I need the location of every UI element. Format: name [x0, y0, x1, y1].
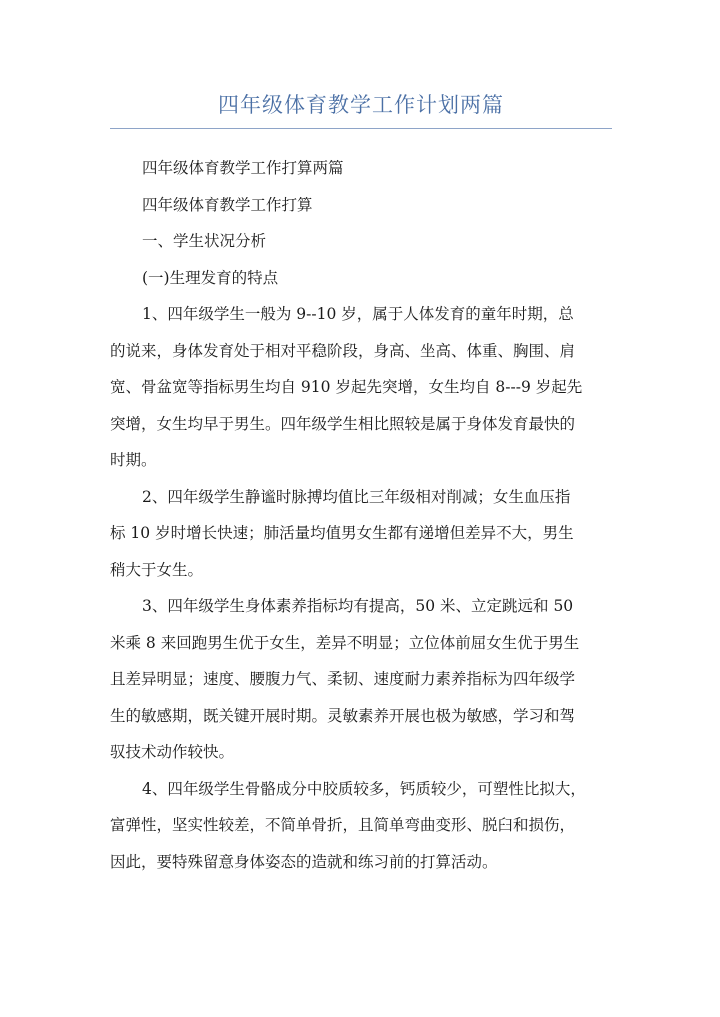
heading-plan: 四年级体育教学工作打算	[142, 195, 313, 214]
paragraph-line: 标 10 岁时增长快速；肺活量均值男女生都有递增但差异不大，男生	[110, 524, 574, 542]
paragraph-line: 的说来，身体发育处于相对平稳阶段，身高、坐高、体重、胸围、肩	[110, 341, 576, 360]
paragraph-4	[110, 771, 610, 881]
paragraph-3	[110, 588, 610, 771]
paragraph-line: 生的敏感期，既关键开展时期。灵敏素养开展也极为敏感，学习和驾	[110, 706, 576, 725]
document-body	[110, 150, 610, 880]
title-divider	[110, 128, 612, 129]
paragraph-line: 米乘 8 来回跑男生优于女生，差异不明显；立位体前屈女生优于男生	[110, 633, 580, 652]
subsection-heading-physiology: (一)生理发育的特点	[142, 268, 279, 287]
document-title: 四年级体育教学工作计划两篇	[218, 93, 504, 117]
paragraph-line: 4、四年级学生骨骼成分中胶质较多，钙质较少，可塑性比拟大，	[142, 779, 586, 798]
paragraph-line: 3、四年级学生身体素养指标均有提高，50 米、立定跳远和 50	[142, 597, 574, 615]
paragraph-line: 1、四年级学生一般为 9--10 岁，属于人体发育的童年时期，总	[142, 305, 574, 323]
paragraph-line: 时期。	[110, 451, 157, 469]
paragraph-line: 驭技术动作较快。	[110, 743, 235, 761]
paragraph-1	[110, 296, 610, 479]
paragraph-line: 突增，女生均早于男生。四年级学生相比照较是属于身体发育最快的	[110, 414, 576, 433]
paragraph-line: 稍大于女生。	[110, 560, 204, 579]
paragraph-line: 且差异明显；速度、腰腹力气、柔韧、速度耐力素养指标为四年级学	[110, 670, 576, 688]
paragraph-line: 2、四年级学生静谧时脉搏均值比三年级相对削减；女生血压指	[142, 487, 571, 506]
paragraph-line: 宽、骨盆宽等指标男生均自 910 岁起先突增，女生均自 8---9 岁起先	[110, 378, 583, 396]
paragraph-line: 因此，要特殊留意身体姿态的造就和练习前的打算活动。	[110, 852, 498, 871]
paragraph-2	[110, 479, 610, 589]
paragraph-line: 富弹性，坚实性较差，不简单骨折，且简单弯曲变形、脱臼和损伤，	[110, 816, 576, 834]
section-heading-student-analysis: 一、学生状况分析	[142, 232, 267, 250]
heading-plan-two-parts: 四年级体育教学工作打算两篇	[142, 159, 344, 177]
